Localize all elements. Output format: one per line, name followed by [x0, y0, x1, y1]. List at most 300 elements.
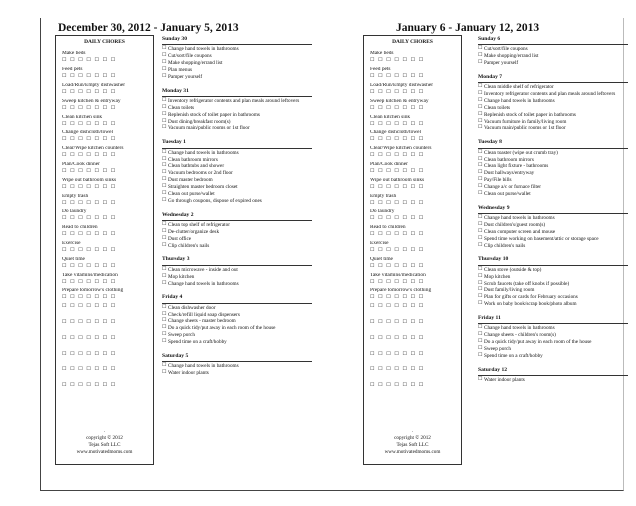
task-label: Clean out purse/wallet: [484, 190, 531, 197]
chore-label: Clean kitchen sink: [62, 114, 103, 120]
task-checkbox[interactable]: ☐: [162, 363, 167, 369]
task-checkbox[interactable]: ☐: [162, 170, 167, 176]
task-checkbox[interactable]: ☐: [478, 163, 483, 169]
task-checkbox[interactable]: ☐: [478, 352, 483, 358]
checkbox-row[interactable]: ☐ ☐ ☐ ☐ ☐ ☐ ☐: [370, 295, 425, 301]
task-item: [162, 370, 312, 377]
copyright: copyright © 2012: [86, 434, 123, 441]
task-checkbox[interactable]: ☐: [162, 221, 167, 227]
chore-item: [62, 225, 153, 241]
chore-label: Prepare tomorrow's clothing: [62, 288, 124, 294]
credit-dot: .: [411, 427, 414, 434]
chore-item: [62, 51, 153, 67]
chore-item: [62, 241, 153, 257]
chore-label: Wipe out bathroom sinks: [62, 177, 117, 183]
checkbox-row[interactable]: ☐ ☐ ☐ ☐ ☐ ☐ ☐: [62, 168, 117, 174]
task-checkbox[interactable]: ☐: [162, 118, 167, 124]
task-label: Pay/File bills: [484, 177, 512, 184]
task-item: [478, 177, 628, 184]
checkbox-row[interactable]: ☐ ☐ ☐ ☐ ☐ ☐ ☐: [370, 232, 425, 238]
checkbox-row[interactable]: ☐ ☐ ☐ ☐ ☐ ☐ ☐: [62, 216, 117, 222]
blank-checkbox-row[interactable]: ☐ ☐ ☐ ☐ ☐ ☐ ☐: [62, 383, 117, 389]
checkbox-row[interactable]: ☐ ☐ ☐ ☐ ☐ ☐ ☐: [62, 74, 117, 80]
task-label: Straighten master bedroom closet: [168, 184, 238, 191]
checkbox-row[interactable]: ☐ ☐ ☐ ☐ ☐ ☐ ☐: [370, 216, 425, 222]
task-label: Clean computer screen and mouse: [484, 228, 556, 235]
task-checkbox[interactable]: ☐: [478, 98, 483, 104]
task-checkbox[interactable]: ☐: [478, 156, 483, 162]
blank-checkbox-row[interactable]: ☐ ☐ ☐ ☐ ☐ ☐ ☐: [62, 304, 117, 310]
task-label: Clean middle shelf of refrigerator: [484, 84, 554, 91]
day-section: [162, 256, 312, 287]
task-item: [162, 191, 312, 198]
task-label: Scrub faucets (take off knobs if possible): [484, 280, 570, 287]
checkbox-row[interactable]: ☐ ☐ ☐ ☐ ☐ ☐ ☐: [370, 200, 425, 206]
checkbox-row[interactable]: ☐ ☐ ☐ ☐ ☐ ☐ ☐: [62, 247, 117, 253]
task-checkbox[interactable]: ☐: [478, 184, 483, 190]
day-section: [162, 353, 312, 377]
task-label: Change hand towels in bathrooms: [168, 46, 239, 53]
task-item: [162, 105, 312, 112]
task-item: [162, 274, 312, 281]
task-checkbox[interactable]: ☐: [478, 177, 483, 183]
chore-item: [370, 146, 461, 162]
task-label: Sweep porch: [168, 332, 195, 339]
task-item: [478, 267, 628, 274]
task-checkbox[interactable]: ☐: [478, 84, 483, 90]
task-label: Sweep porch: [484, 345, 511, 352]
chore-item: [370, 83, 461, 99]
task-item: [162, 74, 312, 81]
task-item: [162, 281, 312, 288]
task-label: Cut/sort/file coupons: [168, 53, 212, 60]
task-checkbox[interactable]: ☐: [478, 60, 483, 66]
task-item: [162, 98, 312, 105]
task-checkbox[interactable]: ☐: [478, 228, 483, 234]
task-label: Clean bathroom mirrors: [168, 156, 218, 163]
day-section: [162, 139, 312, 204]
blank-checkbox-row[interactable]: ☐ ☐ ☐ ☐ ☐ ☐ ☐: [62, 335, 117, 341]
chore-item: [62, 209, 153, 225]
checkbox-row[interactable]: ☐ ☐ ☐ ☐ ☐ ☐ ☐: [370, 153, 425, 159]
task-label: Change hand towels in bathrooms: [168, 363, 239, 370]
blank-checkbox-row[interactable]: ☐ ☐ ☐ ☐ ☐ ☐ ☐: [62, 367, 117, 373]
blank-checkbox-row[interactable]: ☐ ☐ ☐ ☐ ☐ ☐ ☐: [62, 319, 117, 325]
day-section: [478, 36, 628, 67]
task-label: Do a quick tidy/put away in each room of the house: [484, 339, 592, 346]
day-heading: Friday 4: [162, 294, 312, 303]
chore-label: Take vitamins/medication: [370, 272, 426, 278]
task-label: Work on baby book/scrap book/photo album: [484, 301, 577, 308]
day-heading: Saturday 5: [162, 353, 312, 362]
task-item: [162, 363, 312, 370]
task-item: [162, 125, 312, 132]
blank-checkbox-row[interactable]: ☐ ☐ ☐ ☐ ☐ ☐ ☐: [370, 367, 425, 373]
task-item: [162, 267, 312, 274]
blank-checkbox-row[interactable]: ☐ ☐ ☐ ☐ ☐ ☐ ☐: [370, 351, 425, 357]
task-label: Make shopping/errand list: [484, 53, 539, 60]
task-checkbox[interactable]: ☐: [162, 273, 167, 279]
chore-label: Load/Run/Empty dishwasher: [370, 83, 434, 88]
task-checkbox[interactable]: ☐: [162, 66, 167, 72]
task-checkbox[interactable]: ☐: [478, 125, 483, 131]
chore-item: [62, 162, 153, 178]
task-checkbox[interactable]: ☐: [162, 163, 167, 169]
chore-label: Make beds: [62, 51, 86, 57]
chore-label: Sweep kitchen & entryway: [62, 98, 121, 104]
task-checkbox[interactable]: ☐: [162, 339, 167, 345]
task-checkbox[interactable]: ☐: [478, 215, 483, 221]
task-checkbox[interactable]: ☐: [162, 190, 167, 196]
day-heading: Tuesday 8: [478, 139, 628, 148]
task-item: [478, 112, 628, 119]
task-item: [478, 339, 628, 346]
task-checkbox[interactable]: ☐: [162, 228, 167, 234]
chore-label: Exercise: [62, 240, 81, 246]
task-item: [162, 150, 312, 157]
week-2-title: January 6 - January 12, 2013: [396, 22, 540, 34]
task-label: Replenish stock of toilet paper in bathrooms: [484, 111, 576, 118]
checkbox-row[interactable]: ☐ ☐ ☐ ☐ ☐ ☐ ☐: [62, 105, 117, 111]
task-checkbox[interactable]: ☐: [162, 370, 167, 376]
day-heading: Sunday 6: [478, 36, 628, 45]
blank-checkbox-row[interactable]: ☐ ☐ ☐ ☐ ☐ ☐ ☐: [62, 351, 117, 357]
task-checkbox[interactable]: ☐: [478, 104, 483, 110]
task-item: [478, 163, 628, 170]
task-checkbox[interactable]: ☐: [478, 345, 483, 351]
task-checkbox[interactable]: ☐: [162, 125, 167, 131]
task-checkbox[interactable]: ☐: [162, 266, 167, 272]
chore-label: Plan/Cook dinner: [62, 161, 100, 167]
task-label: Vacuum furniture in family/living room: [484, 118, 567, 125]
task-item: [478, 222, 628, 229]
checkbox-row[interactable]: ☐ ☐ ☐ ☐ ☐ ☐ ☐: [370, 121, 425, 127]
day-section: [162, 36, 312, 81]
week-1-days: [162, 36, 312, 384]
task-checkbox[interactable]: ☐: [162, 98, 167, 104]
checkbox-row[interactable]: ☐ ☐ ☐ ☐ ☐ ☐ ☐: [62, 153, 117, 159]
task-checkbox[interactable]: ☐: [478, 149, 483, 155]
website: www.motivatedmoms.com: [76, 448, 133, 455]
chore-item: [370, 130, 461, 146]
chore-label: Load/Run/Empty dishwasher: [62, 83, 126, 88]
chore-item: [370, 225, 461, 241]
daily-chores-heading: DAILY CHORES: [84, 39, 125, 45]
task-label: Change sheets - master bedroom: [168, 318, 236, 325]
checkbox-row[interactable]: ☐ ☐ ☐ ☐ ☐ ☐ ☐: [62, 121, 117, 127]
copyright: copyright © 2012: [394, 434, 431, 441]
task-label: Vacuum main/public rooms or 1st floor: [168, 125, 250, 132]
blank-checkbox-row[interactable]: ☐ ☐ ☐ ☐ ☐ ☐ ☐: [370, 335, 425, 341]
chore-label: Change dishcloth/towel: [62, 130, 114, 136]
task-label: Clean stove (outside & top): [484, 266, 542, 273]
task-item: [162, 222, 312, 229]
task-checkbox[interactable]: ☐: [162, 156, 167, 162]
checkbox-row[interactable]: ☐ ☐ ☐ ☐ ☐ ☐ ☐: [370, 263, 425, 269]
task-label: Clean bathroom mirrors: [484, 156, 534, 163]
task-label: Clean toaster (wipe out crumb tray): [484, 149, 558, 156]
checkbox-row[interactable]: ☐ ☐ ☐ ☐ ☐ ☐ ☐: [370, 247, 425, 253]
task-checkbox[interactable]: ☐: [162, 46, 167, 52]
checkbox-row[interactable]: ☐ ☐ ☐ ☐ ☐ ☐ ☐: [62, 137, 117, 143]
task-item: [478, 191, 628, 198]
day-heading: Friday 11: [478, 315, 628, 324]
task-item: [162, 60, 312, 67]
day-heading: Saturday 12: [478, 367, 628, 376]
task-item: [478, 60, 628, 67]
task-item: [478, 346, 628, 353]
checkbox-row[interactable]: ☐ ☐ ☐ ☐ ☐ ☐ ☐: [370, 184, 425, 190]
chore-item: [62, 178, 153, 194]
day-section: [478, 367, 628, 384]
checkbox-row[interactable]: ☐ ☐ ☐ ☐ ☐ ☐ ☐: [62, 90, 117, 95]
task-item: [162, 184, 312, 191]
day-heading: Sunday 30: [162, 36, 312, 45]
task-checkbox[interactable]: ☐: [478, 287, 483, 293]
blank-checkbox-row[interactable]: ☐ ☐ ☐ ☐ ☐ ☐ ☐: [370, 319, 425, 325]
task-checkbox[interactable]: ☐: [162, 111, 167, 117]
chore-item: [62, 130, 153, 146]
checkbox-row[interactable]: ☐ ☐ ☐ ☐ ☐ ☐ ☐: [62, 200, 117, 206]
task-checkbox[interactable]: ☐: [478, 301, 483, 307]
task-checkbox[interactable]: ☐: [478, 235, 483, 241]
day-heading: Wednesday 9: [478, 205, 628, 214]
task-checkbox[interactable]: ☐: [162, 235, 167, 241]
chore-item: [62, 83, 153, 99]
chore-item: [370, 288, 461, 304]
chore-label: Clean kitchen sink: [370, 114, 411, 120]
task-checkbox[interactable]: ☐: [478, 376, 483, 382]
task-checkbox[interactable]: ☐: [478, 242, 483, 248]
task-label: Plan for gifts or cards for February occasions: [484, 294, 578, 301]
chore-label: Feed pets: [62, 67, 83, 73]
chore-list: [370, 51, 461, 399]
task-checkbox[interactable]: ☐: [478, 266, 483, 272]
task-checkbox[interactable]: ☐: [162, 184, 167, 190]
chore-label: Clear/Wipe kitchen counters: [62, 146, 124, 152]
day-heading: Monday 31: [162, 88, 312, 97]
task-label: Dust master bedroom: [168, 177, 213, 184]
chore-label: Take vitamins/medication: [62, 272, 118, 278]
chore-label: Do laundry: [370, 209, 395, 215]
task-checkbox[interactable]: ☐: [162, 242, 167, 248]
task-checkbox[interactable]: ☐: [478, 294, 483, 300]
chore-label: Feed pets: [370, 67, 391, 73]
chore-item: [62, 67, 153, 83]
task-item: [162, 243, 312, 250]
task-label: Mop kitchen: [484, 273, 511, 280]
chore-item: [370, 209, 461, 225]
task-checkbox[interactable]: ☐: [162, 73, 167, 79]
task-label: Spend time working on basement/attic or storage space: [484, 235, 599, 242]
chore-label: Read to children: [62, 225, 98, 231]
checkbox-row[interactable]: ☐ ☐ ☐ ☐ ☐ ☐ ☐: [62, 263, 117, 269]
task-checkbox[interactable]: ☐: [162, 304, 167, 310]
day-section: [478, 205, 628, 250]
credit: [56, 428, 153, 456]
task-item: [478, 377, 628, 384]
task-checkbox[interactable]: ☐: [162, 332, 167, 338]
task-item: [478, 353, 628, 360]
task-checkbox[interactable]: ☐: [478, 91, 483, 97]
checkbox-row[interactable]: ☐ ☐ ☐ ☐ ☐ ☐ ☐: [370, 58, 425, 64]
checkbox-row[interactable]: ☐ ☐ ☐ ☐ ☐ ☐ ☐: [62, 295, 117, 301]
task-label: Clean top shelf of refrigerator: [168, 221, 230, 228]
task-label: Change a/c or furnace filter: [484, 184, 542, 191]
task-label: Clip children's nails: [484, 242, 526, 249]
checkbox-row[interactable]: ☐ ☐ ☐ ☐ ☐ ☐ ☐: [62, 232, 117, 238]
task-checkbox[interactable]: ☐: [478, 280, 483, 286]
task-item: [162, 305, 312, 312]
task-label: Check/refill liquid soap dispensers: [168, 311, 240, 318]
task-checkbox[interactable]: ☐: [162, 104, 167, 110]
task-item: [162, 229, 312, 236]
day-heading: Wednesday 2: [162, 212, 312, 221]
task-checkbox[interactable]: ☐: [162, 318, 167, 324]
chore-item: [370, 273, 461, 289]
task-checkbox[interactable]: ☐: [478, 221, 483, 227]
blank-checkbox-row[interactable]: ☐ ☐ ☐ ☐ ☐ ☐ ☐: [370, 383, 425, 389]
day-heading: Thursday 3: [162, 256, 312, 265]
task-label: Vacuum main/public rooms or 1st floor: [484, 125, 566, 132]
task-checkbox[interactable]: ☐: [478, 339, 483, 345]
week-2-daily-chores: [363, 35, 462, 465]
credit-dot: .: [103, 427, 106, 434]
task-checkbox[interactable]: ☐: [162, 197, 167, 203]
task-checkbox[interactable]: ☐: [478, 118, 483, 124]
task-label: Vacuum bedrooms or 2nd floor: [168, 170, 233, 177]
task-label: Replenish stock of toilet paper in bathrooms: [168, 111, 260, 118]
task-label: Go through coupons, dispose of expired ones: [168, 197, 262, 204]
day-heading: Thursday 10: [478, 256, 628, 265]
task-label: Inventory refrigerator contents and plan meals around leftovers: [484, 91, 616, 98]
checkbox-row[interactable]: ☐ ☐ ☐ ☐ ☐ ☐ ☐: [370, 105, 425, 111]
task-item: [478, 184, 628, 191]
task-label: Dust hallways/entryway: [484, 170, 535, 177]
task-label: Pamper yourself: [484, 60, 519, 67]
task-checkbox[interactable]: ☐: [162, 53, 167, 59]
task-label: Clean light fixture - bathrooms: [484, 163, 549, 170]
chore-label: Prepare tomorrow's clothing: [370, 288, 432, 294]
checkbox-row[interactable]: ☐ ☐ ☐ ☐ ☐ ☐ ☐: [62, 58, 117, 64]
chore-label: Change dishcloth/towel: [370, 130, 422, 136]
chore-list: [62, 51, 153, 399]
task-label: Inventory refrigerator contents and plan meals around leftovers: [168, 98, 300, 105]
task-checkbox[interactable]: ☐: [162, 149, 167, 155]
checkbox-row[interactable]: ☐ ☐ ☐ ☐ ☐ ☐ ☐: [370, 168, 425, 174]
checkbox-row[interactable]: ☐ ☐ ☐ ☐ ☐ ☐ ☐: [370, 74, 425, 80]
task-label: Dust children's/guest room(s): [484, 221, 546, 228]
task-item: [478, 105, 628, 112]
task-item: [162, 170, 312, 177]
task-checkbox[interactable]: ☐: [478, 170, 483, 176]
daily-chores-heading: DAILY CHORES: [392, 39, 433, 45]
chore-label: Read to children: [370, 225, 406, 231]
task-label: Water indoor plants: [168, 370, 209, 377]
chore-item: [62, 194, 153, 210]
day-section: [478, 256, 628, 308]
task-item: [162, 325, 312, 332]
task-item: [162, 198, 312, 205]
task-label: Change hand towels in bathrooms: [484, 325, 555, 332]
task-label: Spend time on a craft/hobby: [168, 339, 227, 346]
checkbox-row[interactable]: ☐ ☐ ☐ ☐ ☐ ☐ ☐: [62, 184, 117, 190]
chore-item: [370, 257, 461, 273]
task-label: Dust office: [168, 235, 192, 242]
chore-label: Sweep kitchen & entryway: [370, 98, 429, 104]
chore-item: [62, 99, 153, 115]
checkbox-row[interactable]: ☐ ☐ ☐ ☐ ☐ ☐ ☐: [370, 137, 425, 143]
task-label: Clean out purse/wallet: [168, 190, 215, 197]
checkbox-row[interactable]: ☐ ☐ ☐ ☐ ☐ ☐ ☐: [370, 90, 425, 95]
day-section: [478, 139, 628, 197]
task-checkbox[interactable]: ☐: [162, 280, 167, 286]
task-label: Change hand towels in bathrooms: [484, 215, 555, 222]
task-item: [478, 274, 628, 281]
chore-item: [370, 162, 461, 178]
task-label: Cut/sort/file coupons: [484, 46, 528, 53]
task-checkbox[interactable]: ☐: [478, 190, 483, 196]
day-section: [478, 315, 628, 360]
task-label: Clip children's nails: [168, 242, 210, 249]
chore-item: [62, 146, 153, 162]
task-checkbox[interactable]: ☐: [162, 177, 167, 183]
task-item: [478, 150, 628, 157]
task-item: [162, 312, 312, 319]
task-checkbox[interactable]: ☐: [162, 325, 167, 331]
task-item: [478, 215, 628, 222]
task-item: [162, 339, 312, 346]
task-label: Change sheets - children's room(s): [484, 332, 556, 339]
task-item: [162, 67, 312, 74]
task-label: Dust dining/breakfast room(s): [168, 118, 231, 125]
task-item: [478, 301, 628, 308]
blank-checkbox-row[interactable]: ☐ ☐ ☐ ☐ ☐ ☐ ☐: [370, 304, 425, 310]
day-section: [478, 74, 628, 132]
task-label: Clean toilets: [484, 104, 511, 111]
task-item: [478, 229, 628, 236]
task-item: [162, 53, 312, 60]
task-item: [162, 157, 312, 164]
task-checkbox[interactable]: ☐: [478, 325, 483, 331]
day-heading: Monday 7: [478, 74, 628, 83]
chore-item: [370, 115, 461, 131]
task-checkbox[interactable]: ☐: [478, 46, 483, 52]
task-label: Dust family/living room: [484, 287, 535, 294]
task-label: Change hand towels in bathrooms: [168, 280, 239, 287]
task-checkbox[interactable]: ☐: [478, 111, 483, 117]
chore-item: [62, 257, 153, 273]
chore-item: [370, 67, 461, 83]
day-section: [162, 294, 312, 346]
task-checkbox[interactable]: ☐: [478, 332, 483, 338]
chore-label: Exercise: [370, 240, 389, 246]
checkbox-row[interactable]: ☐ ☐ ☐ ☐ ☐ ☐ ☐: [370, 279, 425, 285]
task-checkbox[interactable]: ☐: [478, 273, 483, 279]
checkbox-row[interactable]: ☐ ☐ ☐ ☐ ☐ ☐ ☐: [62, 279, 117, 285]
task-item: [162, 112, 312, 119]
task-item: [478, 98, 628, 105]
task-item: [478, 332, 628, 339]
chore-label: Plan/Cook dinner: [370, 161, 408, 167]
task-checkbox[interactable]: ☐: [162, 60, 167, 66]
task-label: Change hand towels in bathrooms: [484, 98, 555, 105]
task-label: Do a quick tidy/put away in each room of the house: [168, 325, 276, 332]
week-2-days: [478, 36, 628, 391]
task-checkbox[interactable]: ☐: [162, 311, 167, 317]
task-checkbox[interactable]: ☐: [478, 53, 483, 59]
task-item: [478, 170, 628, 177]
